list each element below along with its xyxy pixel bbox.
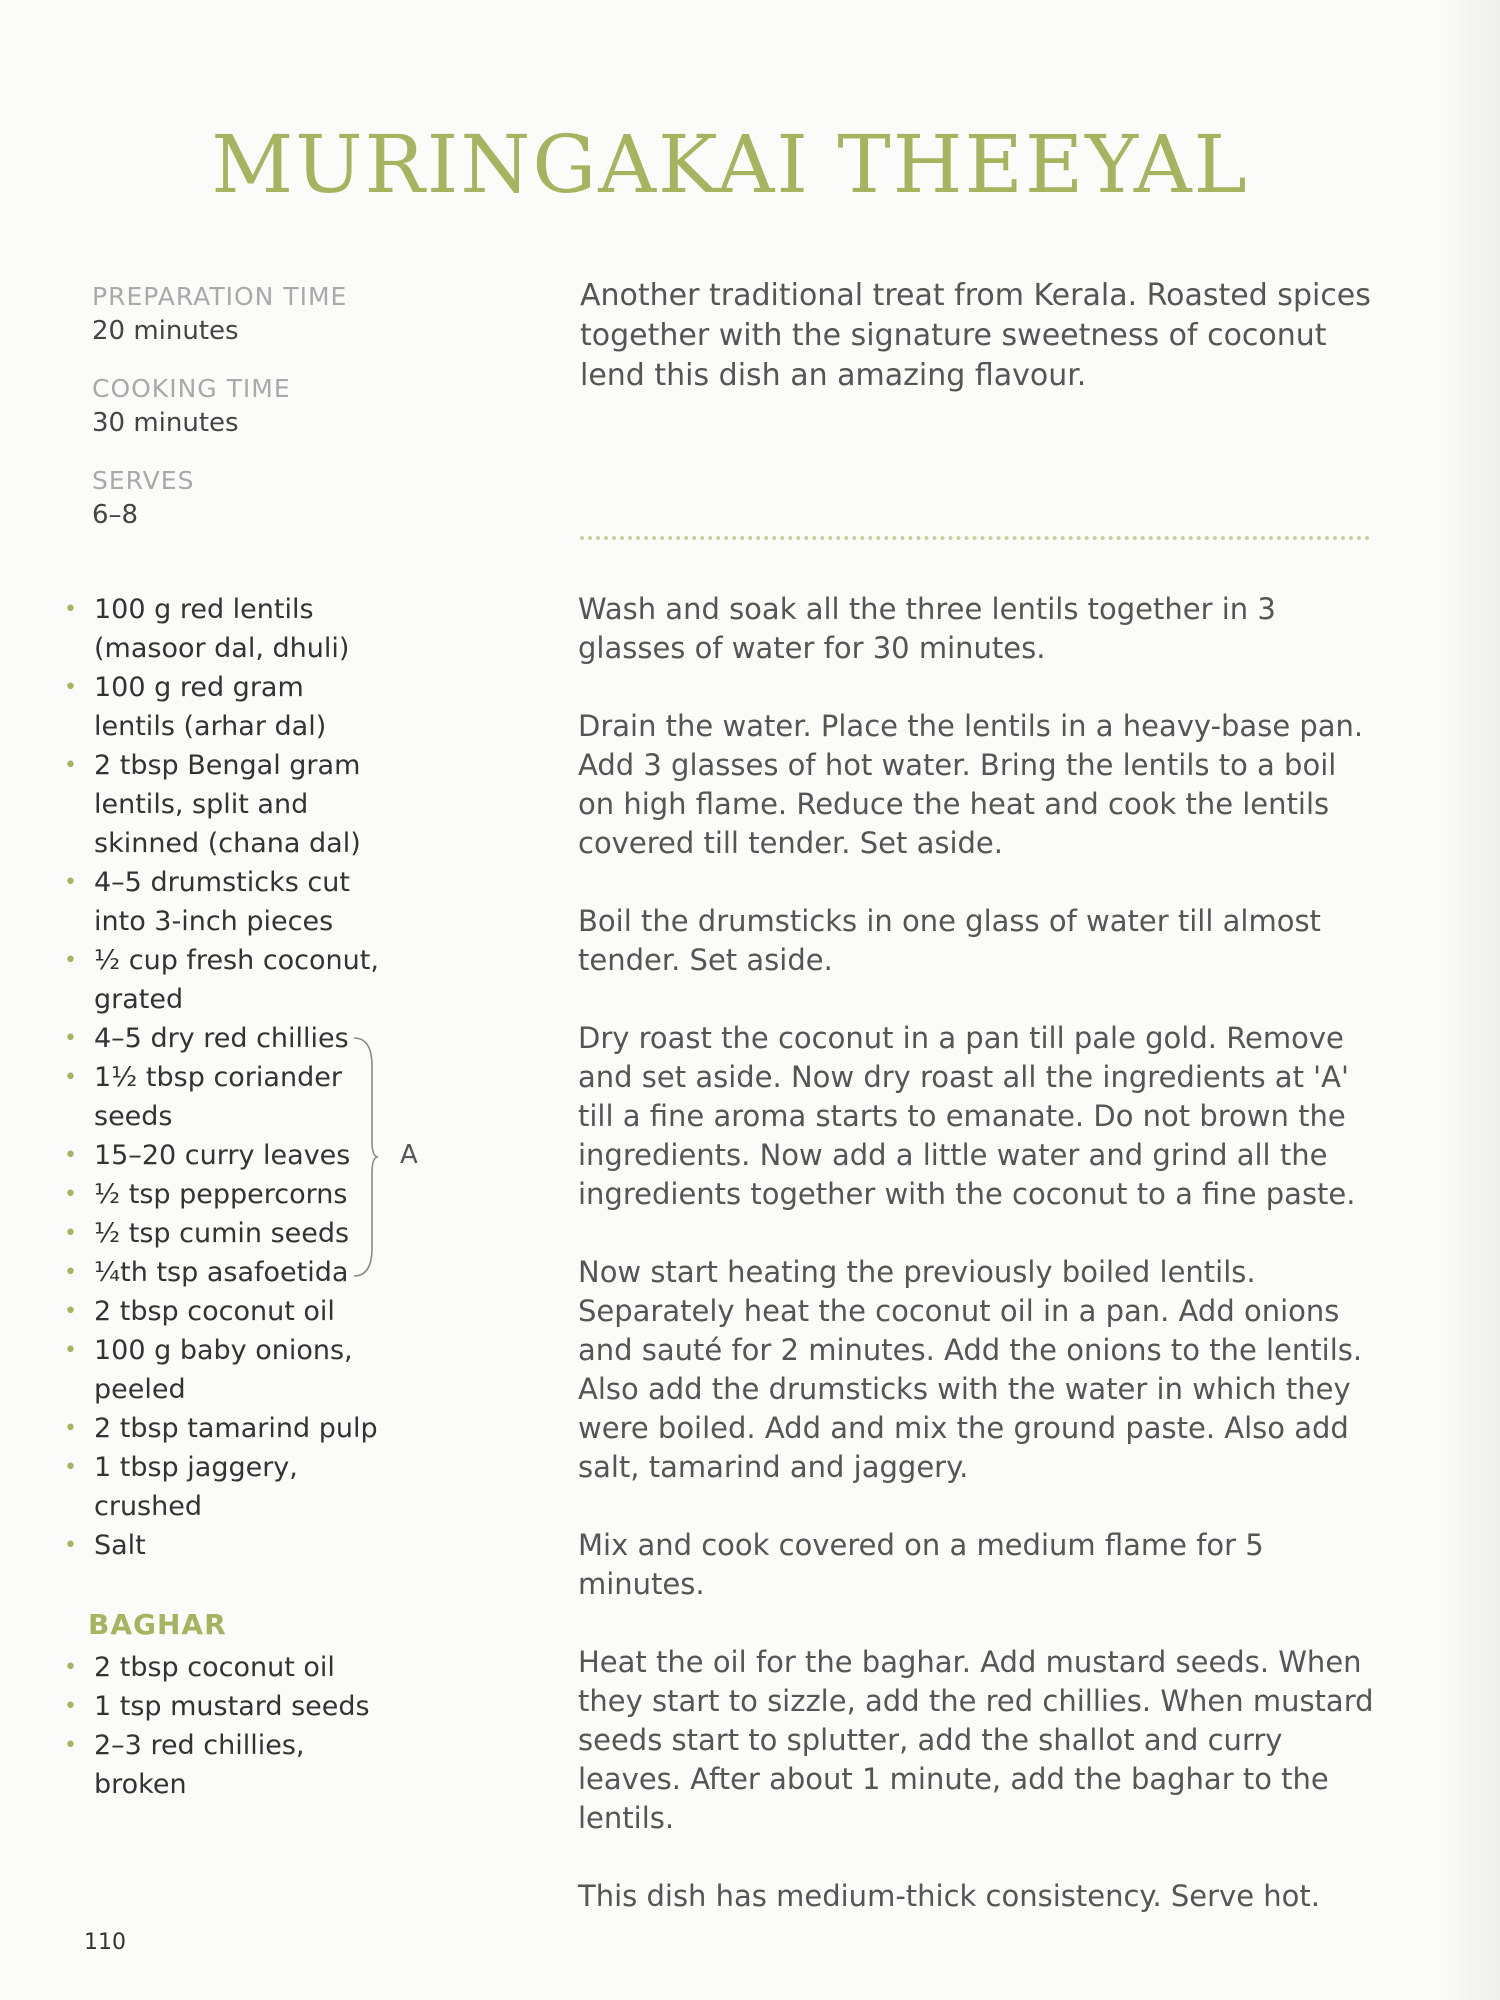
baghar-item xyxy=(58,1648,388,1687)
ingredient-item xyxy=(58,941,388,1019)
bullet-icon: • xyxy=(64,1733,77,1758)
ingredient-item xyxy=(58,590,388,668)
page-edge-shadow xyxy=(1440,0,1500,2000)
bullet-icon: • xyxy=(64,1143,77,1168)
recipe-meta xyxy=(92,280,347,556)
ingredient-item xyxy=(58,1019,388,1058)
method-step: Now start heating the previously boiled lentils. Separately heat the coconut oil in a pan. Add onions and sauté for 2 minutes. Add the onions to the lentils. Also add the drumsticks with the water in which they were boiled. Add and mix the ground paste. Also add salt, tamarind and jaggery. xyxy=(578,1255,1363,1484)
prep-time xyxy=(92,280,347,348)
ingredient-text: Salt xyxy=(94,1530,146,1561)
page-number: 110 xyxy=(84,1930,126,1955)
ingredient-item xyxy=(58,1292,388,1331)
method-step: Drain the water. Place the lentils in a heavy-base pan. Add 3 glasses of hot water. Bring the lentils to a boil on high flame. Reduce the heat and cook the lentils covered till tender. Set aside. xyxy=(578,709,1364,860)
bullet-icon: • xyxy=(64,753,77,778)
ingredient-item xyxy=(58,1175,388,1214)
ingredient-list xyxy=(58,590,388,1565)
ingredient-item xyxy=(58,1448,388,1526)
baghar-item xyxy=(58,1726,388,1804)
section-divider xyxy=(580,536,1370,540)
ingredient-item xyxy=(58,1058,388,1136)
ingredient-text: 100 g red lentils (masoor dal, dhuli) xyxy=(94,594,350,664)
bullet-icon: • xyxy=(64,597,77,622)
ingredient-text: ½ tsp cumin seeds xyxy=(94,1218,350,1249)
cooking-time-value: 30 minutes xyxy=(92,408,239,438)
serves-value: 6–8 xyxy=(92,500,139,530)
ingredient-text: 1 tbsp jaggery, crushed xyxy=(94,1452,298,1522)
ingredient-text: 2 tbsp tamarind pulp xyxy=(94,1413,378,1444)
ingredient-item xyxy=(58,1136,388,1175)
method-step: Dry roast the coconut in a pan till pale gold. Remove and set aside. Now dry roast all the ingredients at 'A' till a fine aroma starts to emanate. Do not brown the ingredients. Now add a little water and grind all the ingredients together with the coconut to a fine paste. xyxy=(578,1021,1356,1211)
method-step: This dish has medium-thick consistency. Serve hot. xyxy=(578,1879,1320,1913)
recipe-intro: Another traditional treat from Kerala. Roasted spices together with the signature sweetness of coconut lend this dish an amazing flavour. xyxy=(580,278,1371,393)
serves xyxy=(92,464,347,532)
group-brace-icon xyxy=(352,1036,378,1278)
ingredient-item xyxy=(58,746,388,863)
method-step: Heat the oil for the baghar. Add mustard seeds. When they start to sizzle, add the red chillies. When mustard seeds start to splutter, add the shallot and curry leaves. After about 1 minute, add the baghar to the lentils. xyxy=(578,1645,1374,1835)
ingredient-item xyxy=(58,1331,388,1409)
ingredient-item xyxy=(58,668,388,746)
ingredient-item xyxy=(58,863,388,941)
bullet-icon: • xyxy=(64,1338,77,1363)
bullet-icon: • xyxy=(64,675,77,700)
bullet-icon: • xyxy=(64,1182,77,1207)
ingredient-text: 100 g red gram lentils (arhar dal) xyxy=(94,672,327,742)
recipe-title: MURINGAKAI THEEYAL xyxy=(211,118,1249,211)
bullet-icon: • xyxy=(64,870,77,895)
bullet-icon: • xyxy=(64,1655,77,1680)
baghar-list xyxy=(58,1648,388,1804)
bullet-icon: • xyxy=(64,1455,77,1480)
bullet-icon: • xyxy=(64,1533,77,1558)
method-step: Mix and cook covered on a medium flame for 5 minutes. xyxy=(578,1528,1264,1601)
bullet-icon: • xyxy=(64,1221,77,1246)
bullet-icon: • xyxy=(64,1694,77,1719)
bullet-icon: • xyxy=(64,1260,77,1285)
baghar-text: 2–3 red chillies, broken xyxy=(94,1730,305,1800)
bullet-icon: • xyxy=(64,1065,77,1090)
ingredient-text: 4–5 drumsticks cut into 3-inch pieces xyxy=(94,867,350,937)
ingredient-text: 1½ tbsp coriander seeds xyxy=(94,1062,342,1132)
method-step: Wash and soak all the three lentils together in 3 glasses of water for 30 minutes. xyxy=(578,592,1276,665)
cooking-time-label: COOKING TIME xyxy=(92,374,291,403)
ingredient-text: 2 tbsp coconut oil xyxy=(94,1296,335,1327)
bullet-icon: • xyxy=(64,948,77,973)
method-step: Boil the drumsticks in one glass of water till almost tender. Set aside. xyxy=(578,904,1321,977)
bullet-icon: • xyxy=(64,1299,77,1324)
baghar-text: 2 tbsp coconut oil xyxy=(94,1652,335,1683)
ingredient-text: 4–5 dry red chillies xyxy=(94,1023,349,1054)
ingredient-text: ½ tsp peppercorns xyxy=(94,1179,348,1210)
baghar-text: 1 tsp mustard seeds xyxy=(94,1691,370,1722)
ingredient-text: ½ cup fresh coconut, grated xyxy=(94,945,379,1015)
bullet-icon: • xyxy=(64,1026,77,1051)
ingredient-text: ¼th tsp asafoetida xyxy=(94,1257,349,1288)
ingredient-item xyxy=(58,1526,388,1565)
ingredient-item xyxy=(58,1253,388,1292)
prep-time-value: 20 minutes xyxy=(92,316,239,346)
ingredient-item xyxy=(58,1409,388,1448)
group-label: A xyxy=(400,1140,418,1170)
ingredient-text: 2 tbsp Bengal gram lentils, split and skinned (chana dal) xyxy=(94,750,361,859)
ingredient-text: 100 g baby onions, peeled xyxy=(94,1335,353,1405)
serves-label: SERVES xyxy=(92,466,195,495)
ingredient-item xyxy=(58,1214,388,1253)
baghar-item xyxy=(58,1687,388,1726)
cooking-time xyxy=(92,372,347,440)
method-steps xyxy=(578,590,1378,1955)
baghar-heading: BAGHAR xyxy=(88,1608,227,1641)
ingredient-text: 15–20 curry leaves xyxy=(94,1140,351,1171)
bullet-icon: • xyxy=(64,1416,77,1441)
prep-time-label: PREPARATION TIME xyxy=(92,282,348,311)
